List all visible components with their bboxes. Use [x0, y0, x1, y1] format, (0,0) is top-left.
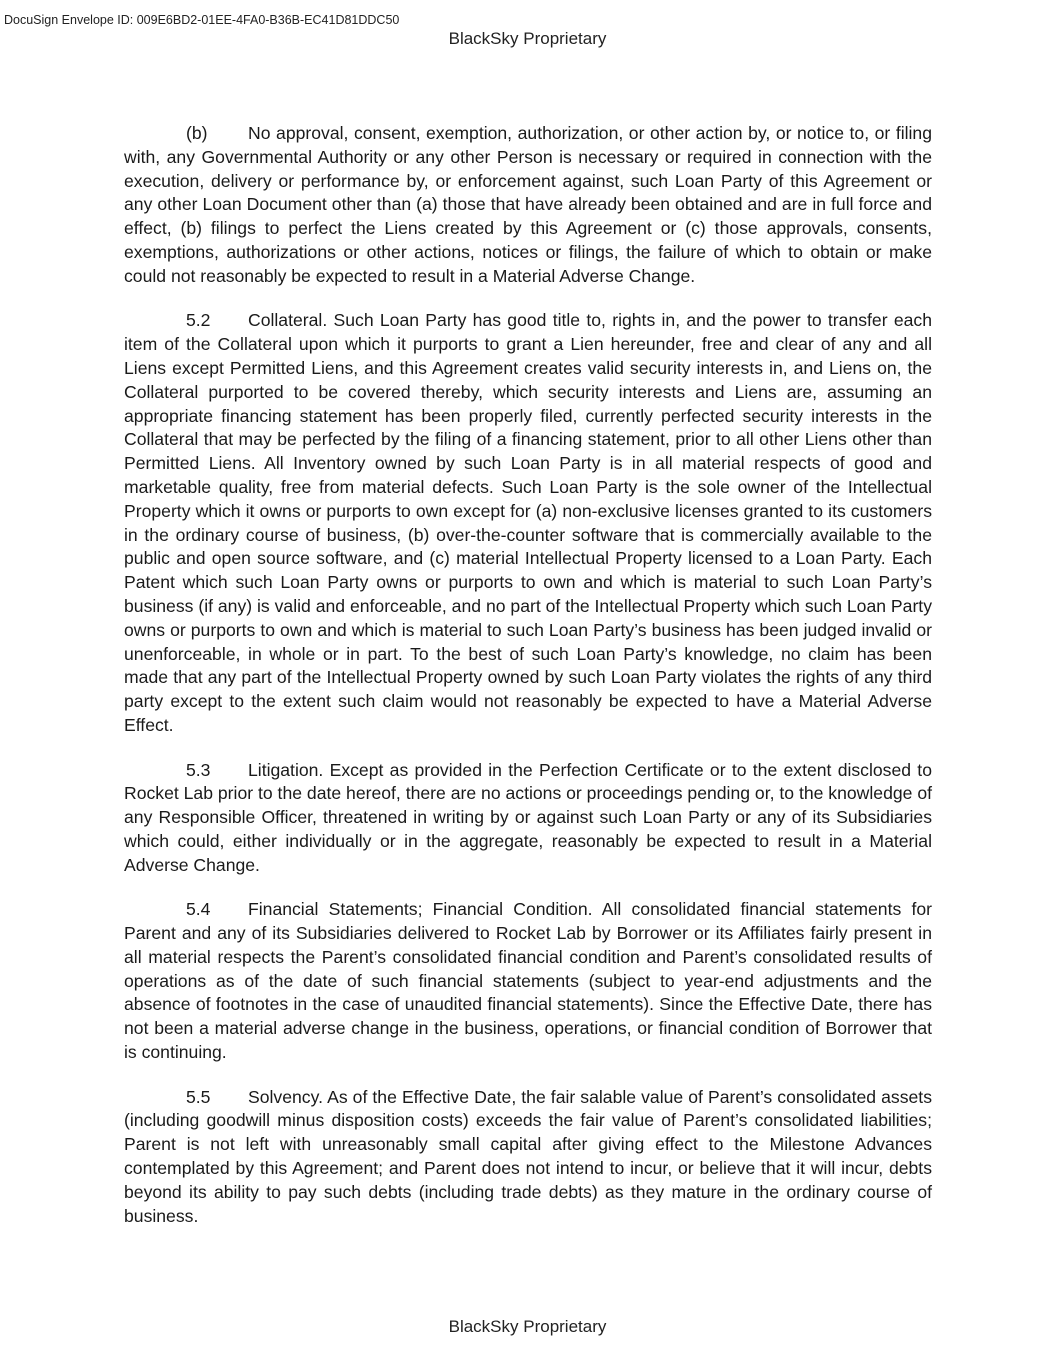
section-5-2	[124, 309, 932, 737]
docusign-envelope-id: DocuSign Envelope ID: 009E6BD2-01EE-4FA0-B36B-EC41D81DDC50	[4, 13, 400, 27]
section-text: As of the Effective Date, the fair salable value of Parent’s consolidated assets (including goodwill minus disposition costs) exceeds the fair value of Parent’s consolidated liabilities; Parent is not left with unreasonably small capital after giving effect to the Milestone Advances contemplated by this Agreement; and Parent does not intend to incur, or believe that it will incur, debts beyond its ability to pay such debts (including trade debts) as they mature in the ordinary course of business.	[124, 1086, 932, 1226]
paragraph-number: (b)	[186, 123, 208, 143]
page-header: BlackSky Proprietary	[448, 29, 607, 48]
section-text: All consolidated financial statements for Parent and any of its Subsidiaries delivered to Rocket Lab by Borrower or its Affiliates fairly present in all material respects the Parent’s consolidated financial condition and Parent’s consolidated results of operations as of the date of such financial statements (subject to year-end adjustments and the absence of footnotes in the case of unaudited financial statements). Since the Effective Date, there has not been a material adverse change in the business, operations, or financial condition of Borrower that is continuing.	[124, 899, 932, 1063]
section-number: 5.3	[186, 759, 211, 780]
page-footer: BlackSky Proprietary	[448, 1317, 607, 1336]
section-text: Such Loan Party has good title to, rights in, and the power to transfer each item of the Collateral upon which it purports to grant a Lien hereunder, free and clear of any and all Liens except Permitted Liens, and this Agreement creates valid security interests in, and Liens on, the Collateral purported to be covered thereby, which security interests and Liens are, assuming an appropriate financing statement has been properly filed, currently perfected security interests in the Collateral that may be perfected by the filing of a financing statement, prior to all other Liens other than Permitted Liens. All Inventory owned by such Loan Party is in all material respects of good and marketable quality, free from material defects. Such Loan Party is the sole owner of the Intellectual Property which it owns or purports to own except for (a) non-exclusive licenses granted to its customers in the ordinary course of business, (b) over-the-counter software that is commercially available to the public and open source software, and (c) material Intellectual Property licensed to a Loan Party. Each Patent which such Loan Party owns or purports to own and which is material to such Loan Party’s business (if any) is valid and enforceable, and no part of the Intellectual Property which such Loan Party owns or purports to own and which is material to such Loan Party’s business has been judged invalid or unenforceable, in whole or in part. To the best of such Loan Party’s knowledge, no claim has been made that any part of the Intellectual Property owned by such Loan Party violates the rights of any third party except to the extent such claim would not reasonably be expected to have a Material Adverse Effect.	[124, 310, 932, 735]
section-number: 5.5	[186, 1086, 211, 1107]
paragraph-text: No approval, consent, exemption, authorization, or other action by, or notice to, or filing with, any Governmental Authority or any other Person is necessary or required in connection with the execution, delivery or performance by, or enforcement against, such Loan Party of this Agreement or any other Loan Document other than (a) those that have already been obtained and are in full force and effect, (b) filings to perfect the Liens created by this Agreement or (c) those approvals, consents, exemptions, authorizations or other actions, notices or filings, the failure of which to obtain or make could not reasonably be expected to result in a Material Adverse Change.	[124, 123, 932, 286]
section-5-4	[124, 898, 932, 1065]
section-5-5	[124, 1086, 932, 1229]
section-heading: Litigation.	[248, 759, 324, 780]
section-5-3	[124, 759, 932, 878]
section-number: 5.2	[186, 310, 211, 331]
document-body	[124, 122, 932, 1249]
section-text: Except as provided in the Perfection Certificate or to the extent disclosed to Rocket Lab prior to the date hereof, there are no actions or proceedings pending or, to the knowledge of any Responsible Officer, threatened in writing by or against such Loan Party or any of its Subsidiaries which could, either individually or in the aggregate, reasonably be expected to result in a Material Adverse Change.	[124, 759, 932, 875]
paragraph-b	[124, 122, 932, 289]
section-number: 5.4	[186, 899, 211, 920]
section-heading: Financial Statements; Financial Condition.	[248, 899, 593, 920]
section-heading: Collateral.	[248, 310, 328, 331]
section-heading: Solvency.	[248, 1086, 323, 1107]
